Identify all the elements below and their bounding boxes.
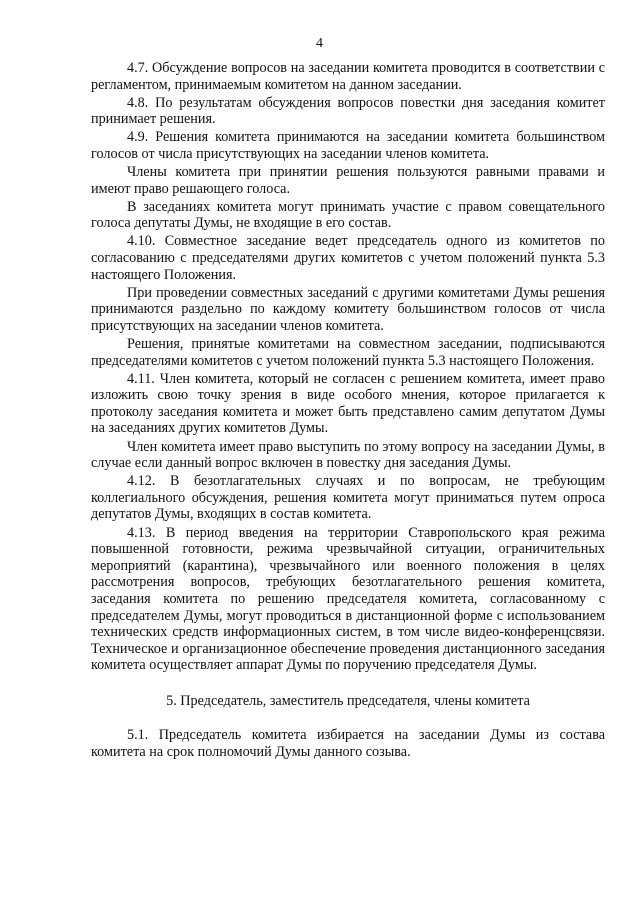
paragraph-4-10: 4.10. Совместное заседание ведет председатель одного из комитетов по согласованию с председателями других комитетов с учетом положений пункта 5.3 настоящего Положения.: [91, 233, 605, 283]
document-body: [91, 60, 605, 762]
paragraph-4-9-members: Члены комитета при принятии решения пользуются равными правами и имеют право решающего голоса.: [91, 164, 605, 197]
paragraph-4-11-speech: Член комитета имеет право выступить по этому вопросу на заседании Думы, в случае если данный вопрос включен в повестку дня заседания Думы.: [91, 438, 605, 472]
section-heading: 5. Председатель, заместитель председателя, члены комитета: [166, 692, 530, 709]
paragraph-4-13: 4.13. В период введения на территории Ставропольского края режима повышенной готовности, режима чрезвычайной ситуации, ограничительных мероприятий (карантина), чрезвычайного или военного положения в целях рассмотрения вопросов, требующих безотлагательного решения комитета, заседания комитета по решению председателя комитета, согласованному с председателем Думы, могут проводиться в дистанционной форме с использованием технических средств информационных систем, в том числе видео-конференцсвязи. Техническое и организационное обеспечение проведения дистанционного заседания комитета осуществляет аппарат Думы по поручению председателя Думы.: [91, 524, 605, 674]
page-number: 4: [316, 36, 323, 51]
paragraph-4-10-signing: Решения, принятые комитетами на совместном заседании, подписываются председателями комитетов с учетом положений пункта 5.3 настоящего Положения.: [91, 336, 605, 369]
paragraph-4-9: 4.9. Решения комитета принимаются на заседании комитета большинством голосов от числа присутствующих на заседании членов комитета.: [91, 129, 605, 162]
paragraph-4-8: 4.8. По результатам обсуждения вопросов повестки дня заседания комитет принимает решения.: [91, 94, 605, 128]
paragraph-4-10-joint: При проведении совместных заседаний с другими комитетами Думы решения принимаются раздельно по каждому комитету большинством голосов от числа присутствующих на заседании членов комитета.: [91, 284, 605, 334]
paragraph-4-12: 4.12. В безотлагательных случаях и по вопросам, не требующим коллегиального обсуждения, решения комитета могут приниматься путем опроса депутатов Думы, входящих в состав комитета.: [91, 473, 605, 523]
paragraph-5-1: 5.1. Председатель комитета избирается на заседании Думы из состава комитета на срок полномочий Думы данного созыва.: [91, 727, 605, 761]
paragraph-4-9-advisory: В заседаниях комитета могут принимать участие с правом совещательного голоса депутаты Думы, не входящие в его состав.: [91, 198, 605, 232]
paragraph-4-7: 4.7. Обсуждение вопросов на заседании комитета проводится в соответствии с регламентом, принимаемым комитетом на данном заседании.: [91, 60, 605, 93]
paragraph-4-11: 4.11. Член комитета, который не согласен с решением комитета, имеет право изложить свою точку зрения в виде особого мнения, которое прилагается к протоколу заседания комитета и может быть представлено самим депутатом Думы на заседаниях других комитетов Думы.: [91, 370, 605, 437]
